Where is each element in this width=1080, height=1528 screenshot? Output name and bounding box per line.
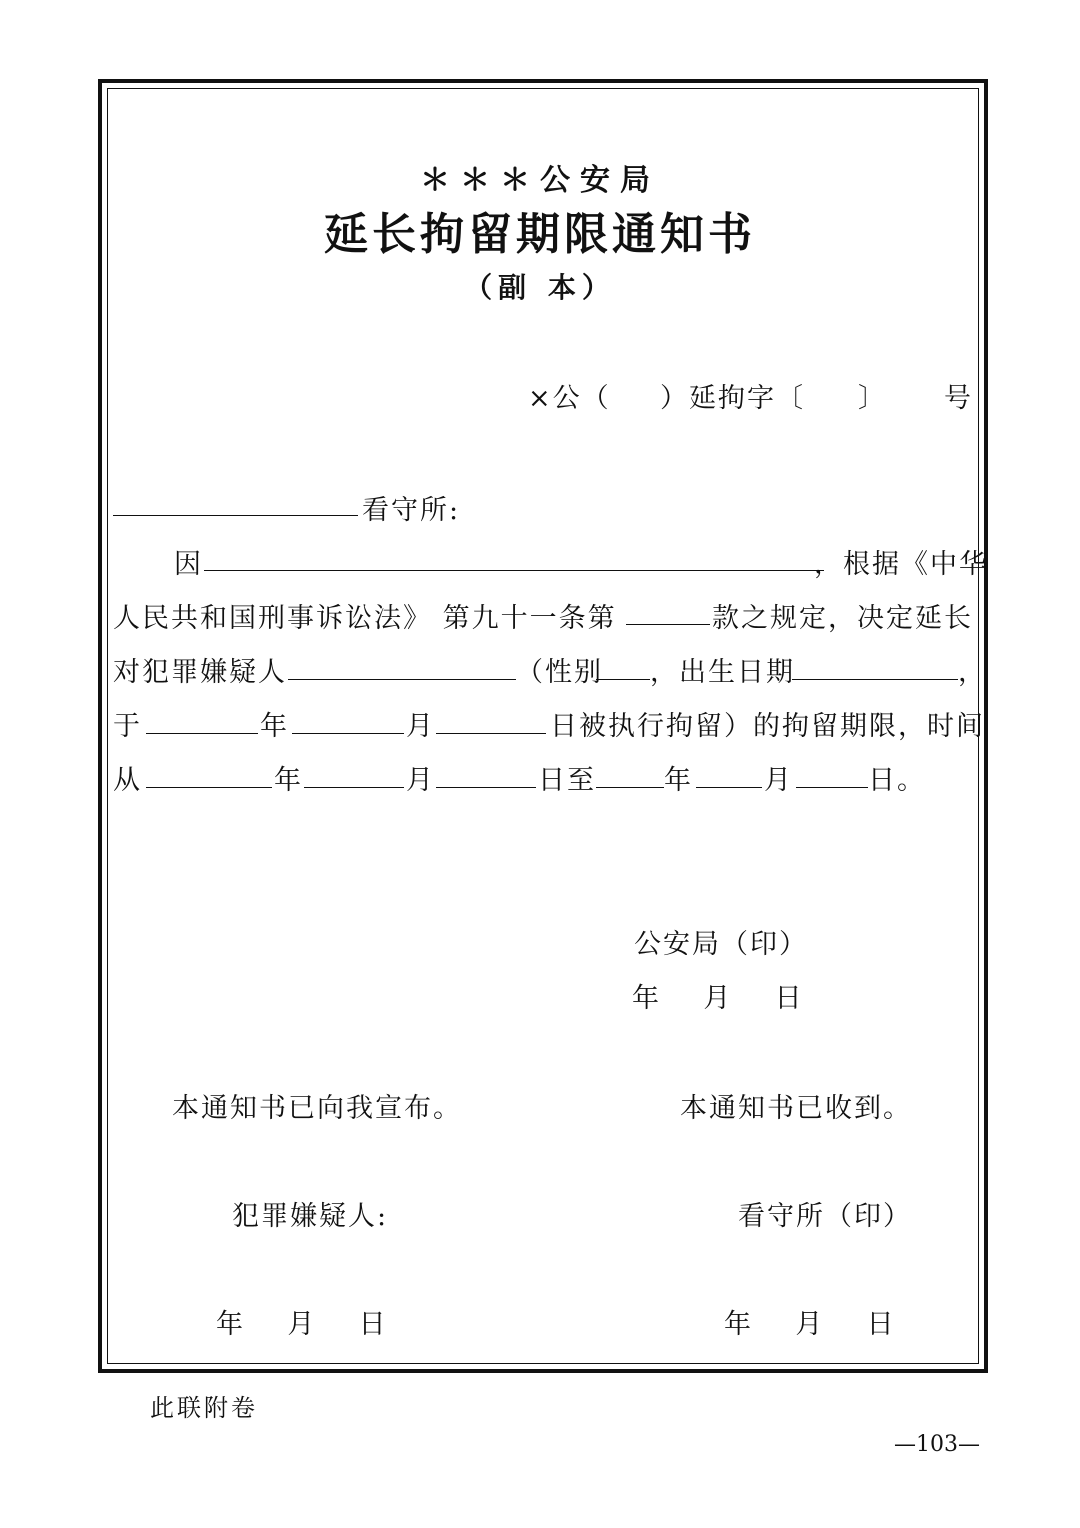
body-suspect: 对犯罪嫌疑人 (113, 657, 287, 688)
body-law: 人民共和国刑事诉讼法》 第九十一条第 (113, 603, 617, 634)
detain-year-blank[interactable] (146, 733, 258, 734)
reason-blank[interactable] (204, 570, 824, 571)
doc-number-prefix: ×公（ (528, 383, 611, 414)
to-month-label: 月 (764, 765, 793, 796)
recipient-suffix: 看守所: (362, 495, 461, 526)
clause-blank[interactable] (626, 624, 710, 625)
copy-label: （副 本） (464, 271, 616, 304)
announced-statement: 本通知书已向我宣布。 (172, 1093, 462, 1124)
document-title: 延长拘留期限通知书 (324, 209, 756, 260)
to-year-blank[interactable] (596, 787, 664, 788)
to-year-label: 年 (664, 765, 693, 796)
body-yu: 于 (113, 711, 142, 742)
to-day-blank[interactable] (796, 787, 868, 788)
bureau-date: 年 月 日 (632, 983, 804, 1014)
detain-month-label: 月 (406, 711, 435, 742)
detention-house-seal: 看守所（印） (738, 1201, 912, 1232)
detention-house-date: 年 月 日 (724, 1309, 896, 1340)
received-statement: 本通知书已收到。 (680, 1093, 912, 1124)
doc-number-suffix: 号 (944, 383, 973, 414)
detain-day-blank[interactable] (436, 733, 546, 734)
from-year-blank[interactable] (146, 787, 272, 788)
body-yin: 因 (174, 549, 203, 580)
recipient-blank[interactable] (113, 515, 358, 516)
body-gender: （性别 (516, 657, 603, 688)
issuing-organization: ＊＊＊公安局 (420, 163, 660, 198)
page-number: —103— (894, 1432, 980, 1457)
doc-number-close: 〕 (858, 383, 887, 414)
bureau-seal: 公安局（印） (634, 929, 808, 960)
suspect-sign-date: 年 月 日 (216, 1309, 388, 1340)
to-month-blank[interactable] (696, 787, 762, 788)
body-comma: ， (958, 657, 987, 688)
archive-note: 此联附卷 (150, 1394, 258, 1422)
suspect-signer-label: 犯罪嫌疑人: (232, 1201, 389, 1232)
doc-number-mid: ）延拘字〔 (660, 383, 805, 414)
body-kuan: 款之规定，决定延长 (712, 603, 973, 634)
gender-blank[interactable] (596, 679, 650, 680)
body-ri-exec: 日被执行拘留）的拘留期限，时间 (550, 711, 985, 742)
birthdate-blank[interactable] (792, 679, 958, 680)
from-day-blank[interactable] (436, 787, 536, 788)
detain-month-blank[interactable] (292, 733, 404, 734)
body-cong: 从 (113, 765, 142, 796)
from-year-label: 年 (274, 765, 303, 796)
body-birth: ，出生日期 (650, 657, 795, 688)
from-month-label: 月 (406, 765, 435, 796)
from-month-blank[interactable] (304, 787, 404, 788)
detain-year-label: 年 (260, 711, 289, 742)
body-ri-zhi: 日至 (538, 765, 596, 796)
suspect-name-blank[interactable] (288, 679, 516, 680)
body-ri-end: 日。 (868, 765, 926, 796)
body-genju: ，根据《中华 (814, 549, 988, 580)
